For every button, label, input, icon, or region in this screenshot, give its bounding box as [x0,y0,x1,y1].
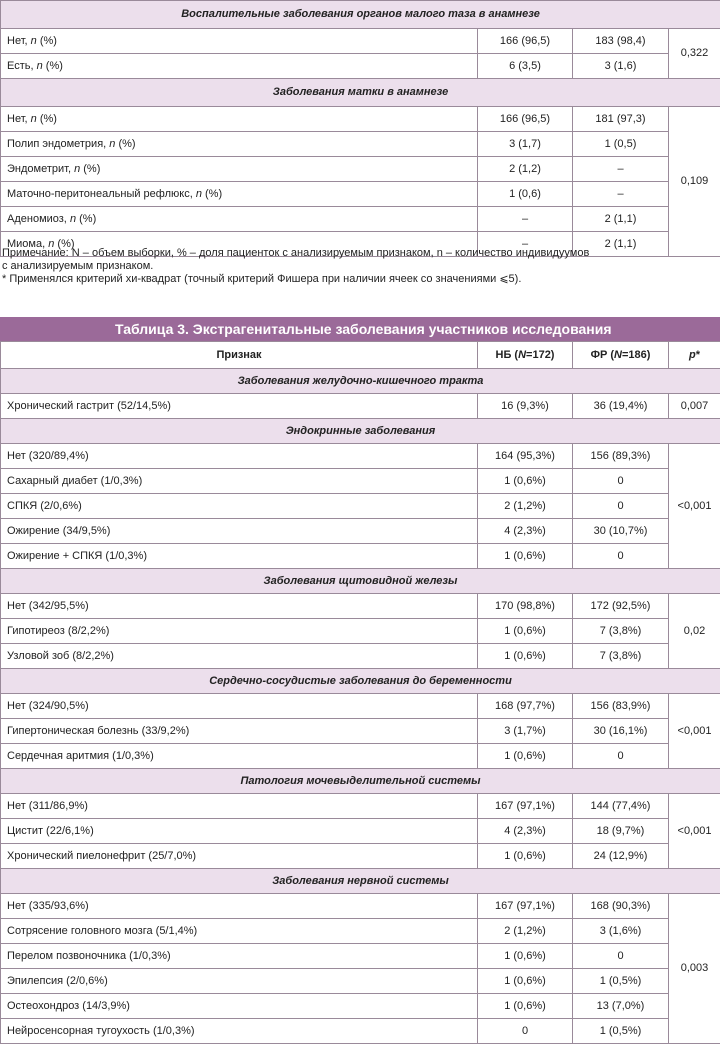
row-label: Нет (320/89,4%) [1,444,478,469]
row-label: Маточно-перитонеальный рефлюкс, n (%) [1,182,478,207]
cell-nb: 1 (0,6) [478,182,573,207]
table-row [1,132,720,157]
row-label: Миома, n (%) [1,232,478,257]
cell-nb: 1 (0,6%) [478,644,573,669]
row-label: Нет (342/95,5%) [1,594,478,619]
cell-fr: 13 (7,0%) [573,994,669,1019]
row-label: Нет, n (%) [1,29,478,54]
row-label: Гипотиреоз (8/2,2%) [1,619,478,644]
section-title: Воспалительные заболевания органов малого таза в анамнезе [1,1,720,29]
table-row [1,182,720,207]
row-label: Хронический гастрит (52/14,5%) [1,394,478,419]
row-label: Хронический пиелонефрит (25/7,0%) [1,844,478,869]
cell-nb: 2 (1,2%) [478,919,573,944]
cell-fr: 0 [573,469,669,494]
cell-p-value: <0,001 [669,444,720,569]
cell-nb: 2 (1,2%) [478,494,573,519]
section-title: Заболевания матки в анамнезе [1,79,720,107]
cell-nb: 170 (98,8%) [478,594,573,619]
row-label: Остеохондроз (14/3,9%) [1,994,478,1019]
cell-fr: 30 (10,7%) [573,519,669,544]
cell-fr: 2 (1,1) [573,207,669,232]
row-label: Эпилепсия (2/0,6%) [1,969,478,994]
row-label: Ожирение + СПКЯ (1/0,3%) [1,544,478,569]
cell-p-value: 0,322 [669,29,720,79]
table-note [2,247,718,286]
cell-nb: 2 (1,2) [478,157,573,182]
cell-nb: 4 (2,3%) [478,519,573,544]
table-2-continued [0,0,720,257]
table-row [1,519,720,544]
row-label: Сахарный диабет (1/0,3%) [1,469,478,494]
cell-nb: 1 (0,6%) [478,844,573,869]
cell-nb: 16 (9,3%) [478,394,573,419]
cell-fr: 24 (12,9%) [573,844,669,869]
table-3-title: Таблица 3. Экстрагенитальные заболевания участников исследования [0,317,720,341]
note-line: Примечание: N – объем выборки, % – доля пациенток с анализируемым признаком, n – количество индивидуумов [2,247,718,260]
section-title: Заболевания щитовидной железы [1,569,720,594]
cell-fr: 7 (3,8%) [573,644,669,669]
table-3 [0,341,720,1044]
cell-fr: 1 (0,5%) [573,969,669,994]
row-label: Сердечная аритмия (1/0,3%) [1,744,478,769]
row-label: Есть, n (%) [1,54,478,79]
header-p: p* [669,342,720,369]
note-line: с анализируемым признаком. [2,260,718,273]
table-row [1,719,720,744]
cell-fr: 144 (77,4%) [573,794,669,819]
row-label: Нейросенсорная тугоухость (1/0,3%) [1,1019,478,1044]
table-row [1,844,720,869]
row-label: Нет (324/90,5%) [1,694,478,719]
section-row [1,669,720,694]
table-header-row [1,342,720,369]
row-label: Аденомиоз, n (%) [1,207,478,232]
cell-nb: 166 (96,5) [478,29,573,54]
cell-fr: – [573,182,669,207]
cell-fr: 18 (9,7%) [573,819,669,844]
cell-fr: 2 (1,1) [573,232,669,257]
header-feature: Признак [1,342,478,369]
table-row [1,594,720,619]
table-row [1,544,720,569]
row-label: Нет (311/86,9%) [1,794,478,819]
row-label: Нет, n (%) [1,107,478,132]
cell-fr: 1 (0,5) [573,132,669,157]
cell-nb: 1 (0,6%) [478,544,573,569]
section-title: Сердечно-сосудистые заболевания до беременности [1,669,720,694]
table-row [1,819,720,844]
table-row [1,207,720,232]
table-row [1,894,720,919]
cell-fr: 0 [573,494,669,519]
row-label: Нет (335/93,6%) [1,894,478,919]
row-label: СПКЯ (2/0,6%) [1,494,478,519]
table-row [1,29,720,54]
cell-nb: 3 (1,7%) [478,719,573,744]
row-label: Узловой зоб (8/2,2%) [1,644,478,669]
cell-nb: 1 (0,6%) [478,969,573,994]
cell-p-value: 0,109 [669,107,720,257]
table-row [1,794,720,819]
section-row [1,79,720,107]
table-row [1,919,720,944]
cell-fr: 3 (1,6%) [573,919,669,944]
cell-nb: 6 (3,5) [478,54,573,79]
cell-nb: 167 (97,1%) [478,894,573,919]
cell-nb: 1 (0,6%) [478,944,573,969]
section-title: Заболевания нервной системы [1,869,720,894]
cell-nb: 1 (0,6%) [478,469,573,494]
cell-fr: 168 (90,3%) [573,894,669,919]
cell-nb: 0 [478,1019,573,1044]
row-label: Перелом позвоночника (1/0,3%) [1,944,478,969]
cell-nb: 164 (95,3%) [478,444,573,469]
section-row [1,419,720,444]
section-title: Эндокринные заболевания [1,419,720,444]
section-row [1,569,720,594]
table-row [1,494,720,519]
section-row [1,869,720,894]
cell-fr: 156 (83,9%) [573,694,669,719]
table-row [1,744,720,769]
section-title: Патология мочевыделительной системы [1,769,720,794]
table-row [1,157,720,182]
cell-fr: 172 (92,5%) [573,594,669,619]
cell-fr: 0 [573,944,669,969]
cell-fr: 1 (0,5%) [573,1019,669,1044]
row-label: Эндометрит, n (%) [1,157,478,182]
section-row [1,769,720,794]
table-row [1,469,720,494]
cell-fr: 156 (89,3%) [573,444,669,469]
row-label: Ожирение (34/9,5%) [1,519,478,544]
cell-fr: 0 [573,544,669,569]
cell-fr: 7 (3,8%) [573,619,669,644]
section-row [1,1,720,29]
cell-p-value: <0,001 [669,694,720,769]
cell-p-value: 0,007 [669,394,720,419]
table-row [1,1019,720,1044]
cell-nb: 167 (97,1%) [478,794,573,819]
cell-p-value: 0,003 [669,894,720,1044]
cell-fr: 181 (97,3) [573,107,669,132]
table-row [1,944,720,969]
cell-nb: 3 (1,7) [478,132,573,157]
cell-p-value: 0,02 [669,594,720,669]
cell-p-value: <0,001 [669,794,720,869]
cell-fr: 30 (16,1%) [573,719,669,744]
cell-nb: 166 (96,5) [478,107,573,132]
row-label: Гипертоническая болезнь (33/9,2%) [1,719,478,744]
section-row [1,369,720,394]
cell-fr: – [573,157,669,182]
cell-nb: 168 (97,7%) [478,694,573,719]
note-line: * Применялся критерий хи-квадрат (точный критерий Фишера при наличии ячеек со значениями ⩽5). [2,273,718,286]
row-label: Сотрясение головного мозга (5/1,4%) [1,919,478,944]
header-fr: ФР (N=186) [573,342,669,369]
section-title: Заболевания желудочно-кишечного тракта [1,369,720,394]
table-row [1,994,720,1019]
table-row [1,619,720,644]
table-row [1,969,720,994]
cell-nb: 4 (2,3%) [478,819,573,844]
table-row [1,694,720,719]
row-label: Полип эндометрия, n (%) [1,132,478,157]
row-label: Цистит (22/6,1%) [1,819,478,844]
cell-fr: 0 [573,744,669,769]
cell-nb: 1 (0,6%) [478,619,573,644]
cell-nb: 1 (0,6%) [478,994,573,1019]
table-row [1,644,720,669]
cell-fr: 3 (1,6) [573,54,669,79]
table-row [1,54,720,79]
cell-nb: 1 (0,6%) [478,744,573,769]
cell-fr: 36 (19,4%) [573,394,669,419]
cell-nb: – [478,207,573,232]
table-row [1,444,720,469]
header-nb: НБ (N=172) [478,342,573,369]
cell-nb: – [478,232,573,257]
table-row [1,394,720,419]
table-row [1,107,720,132]
cell-fr: 183 (98,4) [573,29,669,54]
